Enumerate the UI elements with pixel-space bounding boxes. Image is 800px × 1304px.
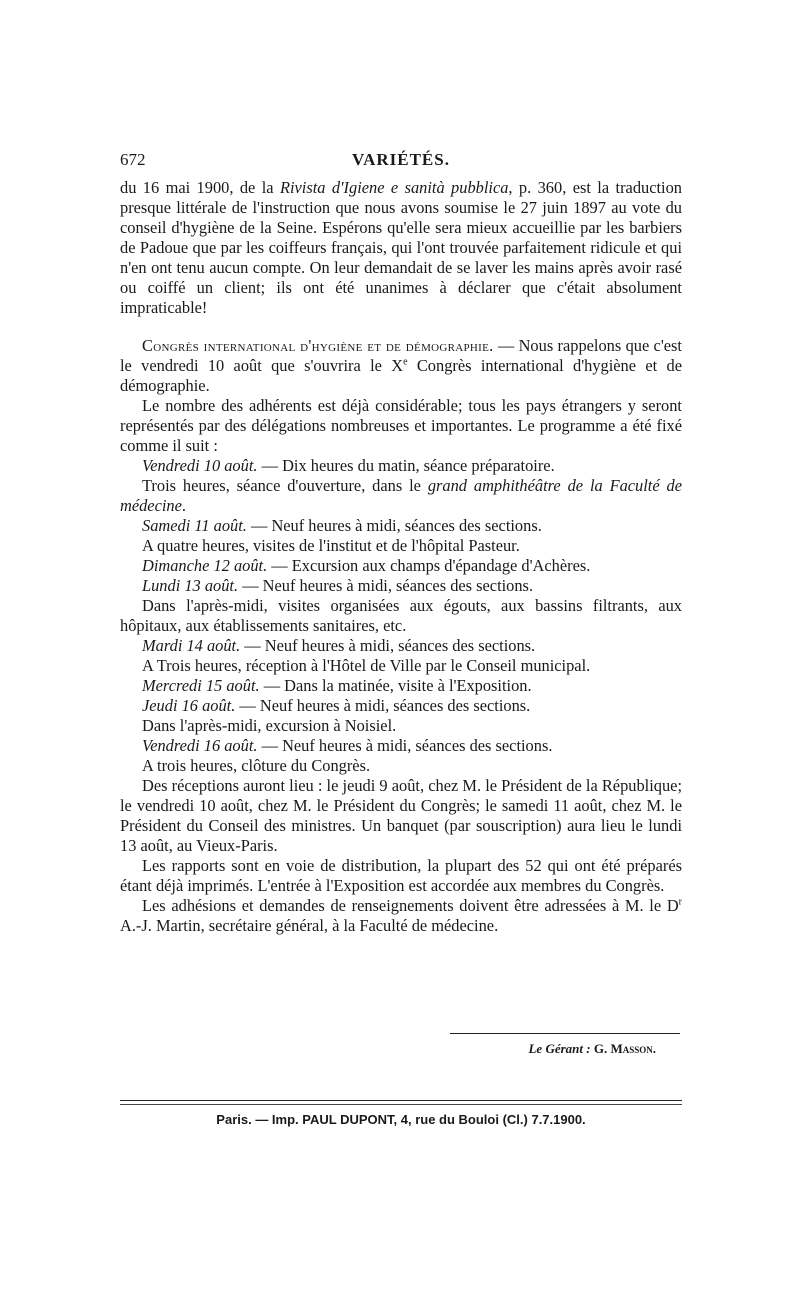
paragraph-receptions: Des réceptions auront lieu : le jeudi 9 août, chez M. le Président de la République; le vendredi 10 août, chez M. le Président du Congrès; le samedi 11 août, chez M. le Président du Conseil des ministres. Un banquet (par souscription) aura lieu le lundi 13 août, au Vieux-Paris. [120,776,682,855]
program-item [120,656,682,676]
paragraph-rivista [120,178,682,318]
superscript: e [403,356,408,368]
program-item [120,456,682,476]
venue-italic: grand amphithéâtre de la Faculté de médecine [120,476,682,515]
program-text: — Excursion aux champs d'épandage d'Achères. [267,556,591,575]
page-number: 672 [120,150,146,169]
journal-title: Rivista d'Igiene e sanità pubblica [279,178,509,197]
program-text: — Dans la matinée, visite à l'Exposition. [259,676,532,695]
gerant-label: Le Gérant : [528,1041,594,1056]
program-item [120,536,682,556]
program-item [120,476,682,516]
program-day: Samedi 11 août. [142,516,247,535]
program-item [120,596,682,636]
gerant-name: G. Masson. [593,1041,656,1056]
program-day: Lundi 13 août. [142,576,239,595]
program-text: A quatre heures, visites de l'institut et de l'hôpital Pasteur. [142,536,520,555]
imprint-divider-thin [120,1104,682,1105]
program-text: Dans l'après-midi, excursion à Noisiel. [142,716,397,735]
program-day: Dimanche 12 août. [142,556,268,575]
superscript: r [678,896,682,908]
program-text: A trois heures, clôture du Congrès. [142,756,371,775]
paragraph-members: Le nombre des adhérents est déjà considérable; tous les pays étrangers y seront représentés par des délégations nombreuses et importantes. Le programme a été fixé comme il suit : [120,396,682,455]
program-item [120,636,682,656]
running-title: VARIÉTÉS. [352,150,450,169]
paragraph-congress [120,336,682,396]
program-text: . [181,496,186,515]
program-list [120,456,682,776]
program-item [120,736,682,756]
program-day: Mardi 14 août. [142,636,241,655]
text-run: , p. 360, est la traduction presque littérale de l'instruction que nous avons soumise le 27 juin 1897 au vote du conseil d'hygiène de la Seine. Espérons qu'elle sera mieux accueillie par les barbiers de Padoue que par les coiffeurs français, qui l'ont trouvée parfaitement ridicule et qui n'en ont tenu aucun compte. On leur demandait de se laver les mains après avoir rasé ou coiffé un client; ils ont été unanimes à déclarer que c'était absolument impraticable! [120,178,682,317]
program-text: A Trois heures, réception à l'Hôtel de Ville par le Conseil municipal. [142,656,591,675]
program-text: Trois heures, séance d'ouverture, dans le [142,476,428,495]
page-header [120,150,682,174]
program-text: — Neuf heures à midi, séances des sections. [238,576,534,595]
program-text: — Neuf heures à midi, séances des sections. [240,636,536,655]
program-text: — Neuf heures à midi, séances des sections. [257,736,553,755]
program-item [120,576,682,596]
program-text: — Neuf heures à midi, séances des sections. [246,516,542,535]
program-item [120,556,682,576]
text-run: Les adhésions et demandes de renseignements doivent être adressées à M. le D [142,896,679,915]
program-item [120,756,682,776]
gerant-signature [450,1041,656,1057]
imprint-divider [120,1100,682,1101]
section-heading: Congrès international d'hygiène et de démographie. [142,336,494,355]
article-body [120,178,682,936]
printer-imprint: Paris. — Imp. PAUL DUPONT, 4, rue du Bouloi (Cl.) 7.7.1900. [216,1112,586,1127]
program-item [120,716,682,736]
program-day: Mercredi 15 août. [142,676,260,695]
text-run: A.-J. Martin, secrétaire général, à la Faculté de médecine. [120,916,499,935]
program-item [120,676,682,696]
program-day: Vendredi 10 août. [142,456,258,475]
program-item [120,696,682,716]
program-text: — Neuf heures à midi, séances des sections. [235,696,531,715]
text-run: — Nous rappelons que c'est le vendredi 10 août que s'ouvrira le X [120,336,682,375]
program-item [120,516,682,536]
text-run: du 16 mai 1900, de la [120,178,280,197]
program-text: Dans l'après-midi, visites organisées aux égouts, aux bassins filtrants, aux hôpitaux, aux établissements sanitaires, etc. [120,596,682,635]
text-run: Congrès international d'hygiène et de démographie. [120,356,682,395]
gerant-divider [450,1033,680,1034]
paragraph-adhesions [120,896,682,936]
program-day: Jeudi 16 août. [142,696,236,715]
program-text: — Dix heures du matin, séance préparatoire. [257,456,555,475]
program-day: Vendredi 16 août. [142,736,258,755]
paragraph-reports: Les rapports sont en voie de distribution, la plupart des 52 qui ont été préparés étant déjà imprimés. L'entrée à l'Exposition est accordée aux membres du Congrès. [120,856,682,895]
